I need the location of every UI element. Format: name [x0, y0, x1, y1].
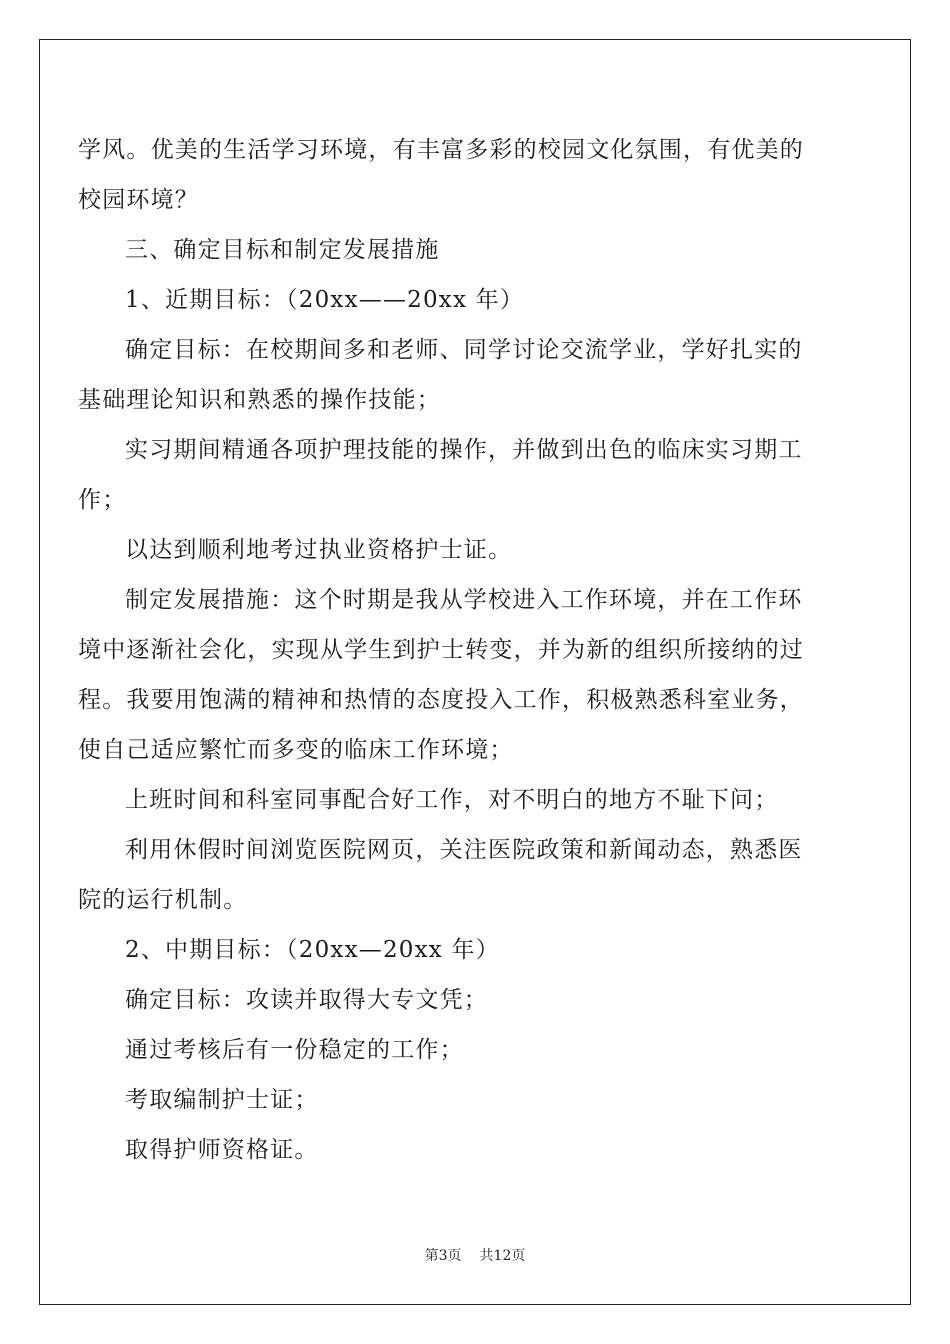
paragraph-line: 取得护师资格证。	[125, 1137, 319, 1163]
subsection-heading: 2、中期目标：（20xx—20xx 年）	[125, 937, 500, 963]
paragraph-line: 制定发展措施：这个时期是我从学校进入工作环境，并在工作环	[125, 587, 803, 613]
paragraph-line: 以达到顺利地考过执业资格护士证。	[125, 537, 513, 563]
section-heading: 三、确定目标和制定发展措施	[125, 237, 440, 263]
paragraph-line: 考取编制护士证；	[125, 1087, 319, 1113]
paragraph-line: 院的运行机制。	[78, 887, 248, 913]
paragraph-line: 作；	[78, 487, 127, 513]
page-footer	[0, 1245, 950, 1265]
paragraph-line: 程。我要用饱满的精神和热情的态度投入工作，积极熟悉科室业务，	[78, 687, 804, 713]
paragraph-line: 使自己适应繁忙而多变的临床工作环境；	[78, 737, 514, 763]
page-frame	[39, 39, 911, 1305]
paragraph-line: 确定目标：攻读并取得大专文凭；	[125, 987, 488, 1013]
paragraph-line: 校园环境？	[78, 187, 199, 213]
subsection-heading: 1、近期目标：（20xx——20xx 年）	[125, 287, 525, 313]
paragraph-line: 确定目标：在校期间多和老师、同学讨论交流学业，学好扎实的	[125, 337, 803, 363]
page-number: 第3页	[424, 1248, 462, 1264]
paragraph-line: 学风。优美的生活学习环境，有丰富多彩的校园文化氛围，有优美的	[78, 137, 804, 163]
paragraph-line: 通过考核后有一份稳定的工作；	[125, 1037, 464, 1063]
paragraph-line: 上班时间和科室同事配合好工作，对不明白的地方不耻下问；	[125, 787, 779, 813]
paragraph-line: 基础理论知识和熟悉的操作技能；	[78, 387, 441, 413]
page-total: 共12页	[479, 1248, 526, 1264]
paragraph-line: 实习期间精通各项护理技能的操作，并做到出色的临床实习期工	[125, 437, 803, 463]
paragraph-line: 境中逐渐社会化，实现从学生到护士转变，并为新的组织所接纳的过	[78, 637, 804, 663]
paragraph-line: 利用休假时间浏览医院网页，关注医院政策和新闻动态，熟悉医	[125, 837, 803, 863]
